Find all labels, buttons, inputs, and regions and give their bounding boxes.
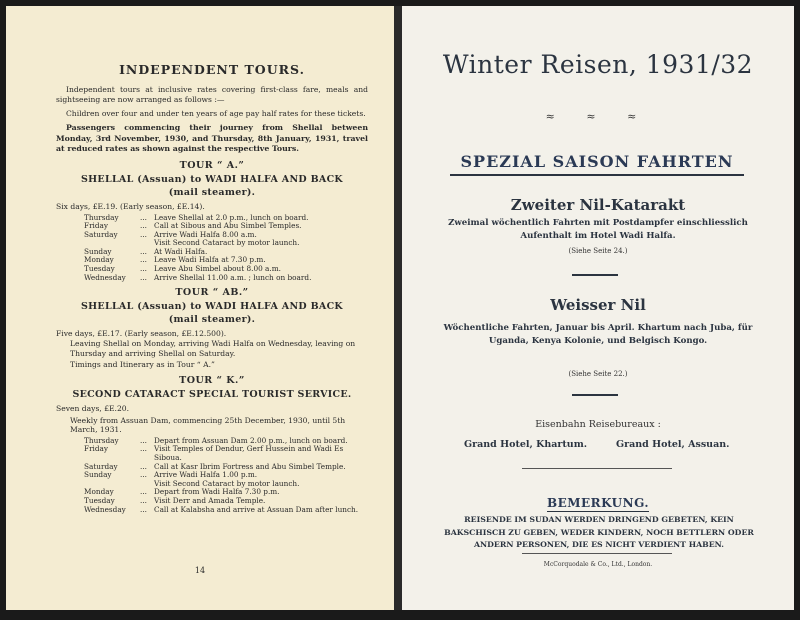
itinerary-text: Visit Temples of Dendur, Gerf Hussein and Wadi Es Siboua. xyxy=(154,444,344,462)
book-spine xyxy=(394,6,402,610)
tour-ab-note: Leaving Shellal on Monday, arriving Wadi Halfa on Wednesday, leaving on Thursday and arriving Shellal on Saturday. xyxy=(70,339,356,358)
section-nile-cataract-text: Zweimal wöchentlich Fahrten mit Postdampfer einschliesslich Aufenthalt im Hotel Wadi Halfa. xyxy=(448,218,748,241)
itinerary-text: Leave Wadi Halfa at 7.30 p.m. xyxy=(154,255,266,265)
tour-ab-route-line2: (mail steamer). xyxy=(168,314,256,326)
tour-k-route: SECOND CATARACT SPECIAL TOURIST SERVICE. xyxy=(72,388,352,400)
itinerary-day: Saturday xyxy=(84,461,118,471)
itinerary-text: Leave Abu Simbel about 8.00 a.m. xyxy=(154,264,281,274)
itinerary-dots: ... xyxy=(140,495,147,505)
right-page-title: Winter Reisen, 1931/32 xyxy=(442,50,754,79)
itinerary-day: Sunday xyxy=(84,470,112,480)
itinerary-text: Visit Second Cataract by motor launch. xyxy=(154,478,300,488)
itinerary-dots: ... xyxy=(140,212,147,222)
tour-ab-route xyxy=(56,300,368,326)
itinerary-day: Tuesday xyxy=(84,495,115,505)
divider xyxy=(522,468,672,469)
itinerary-day: Monday xyxy=(84,255,114,265)
itinerary-text: Depart from Wadi Halfa 7.30 p.m. xyxy=(154,487,280,497)
children-paragraph: Children over four and under ten years of age pay half rates for these tickets. xyxy=(66,109,366,118)
itinerary-dots: ... xyxy=(140,435,147,445)
itinerary-text: Arrive Wadi Halfa 8.00 a.m. xyxy=(154,229,257,239)
tour-k-note: Weekly from Assuan Dam, commencing 25th December, 1930, until 5th March, 1931. xyxy=(70,415,346,435)
itinerary-day: Tuesday xyxy=(84,264,115,274)
tour-a-itinerary xyxy=(56,214,368,283)
section-nile-cataract-title: Zweiter Nil-Katarakt xyxy=(510,196,686,214)
remark-notice: REISENDE IM SUDAN WERDEN DRINGEND GEBETEN, KEIN BAKSCHISCH ZU GEBEN, WEDER KINDERN, NOCH BETTLERN ODER ANDERN PERSONEN, DIE ES NICHT VERDIENT HABEN. xyxy=(444,515,754,549)
itinerary-day: Friday xyxy=(84,221,109,231)
intro-paragraph: Independent tours at inclusive rates covering first-class fare, meals and sightseeing are now arranged as follows :— xyxy=(56,85,368,104)
itinerary-dots: ... xyxy=(140,504,147,514)
itinerary-day: Thursday xyxy=(84,212,119,222)
itinerary-dots: ... xyxy=(140,229,147,239)
itinerary-text: Leave Shellal at 2.0 p.m., lunch on board. xyxy=(154,212,309,222)
itinerary-dots: ... xyxy=(140,272,147,282)
itinerary-text: Call at Kasr Ibrim Fortress and Abu Simbel Temple. xyxy=(154,461,346,471)
section-white-nile-title: Weisser Nil xyxy=(550,296,646,314)
section-nile-cataract-ref: (Siehe Seite 24.) xyxy=(568,247,628,255)
tour-ab-timings: Timings and Itinerary as in Tour “ A.” xyxy=(70,360,215,370)
tour-a-route-line2: (mail steamer). xyxy=(168,186,256,198)
itinerary-day: Thursday xyxy=(84,435,119,445)
itinerary-day: Sunday xyxy=(84,246,112,256)
hotel-assuan: Grand Hotel, Assuan. xyxy=(616,439,730,450)
tour-k-label: TOUR “ K.” xyxy=(179,374,245,386)
itinerary-text: Call at Kalabsha and arrive at Assuan Dam after lunch. xyxy=(154,504,359,514)
itinerary-day: Wednesday xyxy=(84,272,126,282)
tour-a-price: Six days, £E.19. (Early season, £E.14). xyxy=(56,201,205,211)
itinerary-dots: ... xyxy=(140,487,147,497)
right-page xyxy=(402,6,794,610)
left-page-title: INDEPENDENT TOURS. xyxy=(119,62,305,77)
hotel-khartum: Grand Hotel, Khartum. xyxy=(464,439,588,450)
tour-a-label: TOUR “ A.” xyxy=(179,159,245,171)
divider xyxy=(522,553,672,554)
printer-imprint: McCorquodale & Co., Ltd., London. xyxy=(543,561,653,568)
tour-ab-price: Five days, £E.17. (Early season, £E.12.500). xyxy=(56,329,227,339)
itinerary-text: At Wadi Halfa. xyxy=(154,246,208,256)
bureaux-label: Eisenbahn Reisebureaux : xyxy=(535,419,661,430)
special-season-heading: SPEZIAL SAISON FAHRTEN xyxy=(450,152,744,176)
section-white-nile-ref: (Siehe Seite 22.) xyxy=(568,370,628,378)
remark-heading xyxy=(402,492,794,512)
remark-title: BEMERKUNG. xyxy=(546,496,650,510)
section-white-nile-text: Wöchentliche Fahrten, Januar bis April. Khartum nach Juba, für Uganda, Kenya Kolonie, und Belgisch Kongo. xyxy=(443,323,753,346)
tour-a-route-line1: SHELLAL (Assuan) to WADI HALFA AND BACK xyxy=(81,173,343,185)
left-page xyxy=(6,6,394,610)
itinerary-dots: ... xyxy=(140,461,147,471)
itinerary-row xyxy=(56,506,368,515)
itinerary-text: Arrive Shellal 11.00 a.m. ; lunch on board. xyxy=(154,272,312,282)
itinerary-text: Arrive Wadi Halfa 1.00 p.m. xyxy=(154,470,258,480)
itinerary-text: Call at Sibous and Abu Simbel Temples. xyxy=(154,221,302,231)
itinerary-day: Friday xyxy=(84,444,109,454)
itinerary-dots: ... xyxy=(140,264,147,274)
itinerary-dots: ... xyxy=(140,246,147,256)
itinerary-text: Visit Derr and Amada Temple. xyxy=(154,495,266,505)
ornament: ≈ ≈ ≈ xyxy=(545,110,651,123)
itinerary-dots: ... xyxy=(140,221,147,231)
itinerary-text: Visit Second Cataract by motor launch. xyxy=(154,238,300,248)
tour-k-itinerary xyxy=(56,437,368,514)
page-number: 14 xyxy=(194,566,206,575)
itinerary-dots: ... xyxy=(140,470,147,480)
itinerary-day: Monday xyxy=(84,487,114,497)
itinerary-dots: ... xyxy=(140,444,147,454)
itinerary-day: Saturday xyxy=(84,229,118,239)
tour-a-route xyxy=(56,173,368,199)
itinerary-row xyxy=(56,445,368,462)
divider xyxy=(572,394,618,396)
tour-ab-label: TOUR “ AB.” xyxy=(175,287,249,299)
tour-ab-route-line1: SHELLAL (Assuan) to WADI HALFA AND BACK xyxy=(81,301,343,313)
tour-k-price: Seven days, £E.20. xyxy=(56,403,130,413)
reduced-rates-paragraph: Passengers commencing their journey from Shellal between Monday, 3rd November, 1930, and Thursday, 8th January, 1931, travel at reduced rates as shown against the respective Tours. xyxy=(56,123,368,153)
divider xyxy=(572,274,618,276)
itinerary-dots: ... xyxy=(140,255,147,265)
itinerary-row xyxy=(56,274,368,283)
itinerary-text: Depart from Assuan Dam 2.00 p.m., lunch on board. xyxy=(154,435,348,445)
itinerary-day: Wednesday xyxy=(84,504,126,514)
